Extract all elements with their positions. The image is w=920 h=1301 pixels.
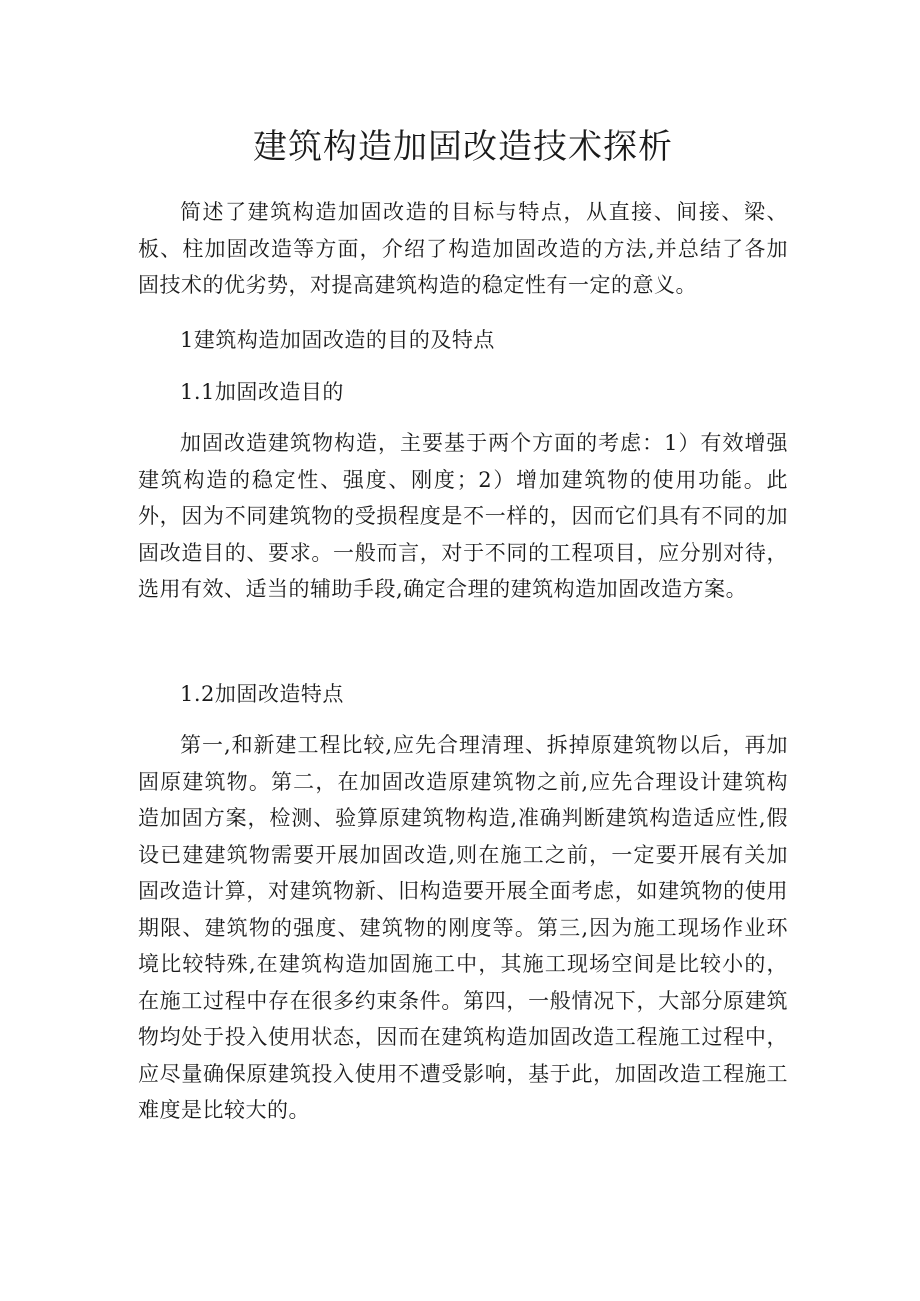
section-1-1-body: 加固改造建筑物构造，主要基于两个方面的考虑：1）有效增强建筑构造的稳定性、强度、刚度；2）增加建筑物的使用功能。此外，因为不同建筑物的受损程度是不一样的，因而它们具有不同的加固改造目的、要求。一般而言，对于不同的工程项目，应分别对待，选用有效、适当的辅助手段,确定合理的建筑构造加固改造方案。	[138, 431, 788, 601]
document-title: 建筑构造加固改造技术探析	[253, 127, 673, 167]
section-1-2-heading: 1.2加固改造特点	[180, 682, 344, 706]
section-1-2-body: 第一,和新建工程比较,应先合理清理、拆掉原建筑物以后，再加固原建筑物。第二，在加固改造原建筑物之前,应先合理设计建筑构造加固方案，检测、验算原建筑物构造,准确判断建筑构造适应性,假设已建建筑物需要开展加固改造,则在施工之前，一定要开展有关加固改造计算，对建筑物新、旧构造要开展全面考虑，如建筑物的使用期限、建筑物的强度、建筑物的刚度等。第三,因为施工现场作业环境比较特殊,在建筑构造加固施工中，其施工现场空间是比较小的，在施工过程中存在很多约束条件。第四，一般情况下，大部分原建筑物均处于投入使用状态，因而在建筑构造加固改造工程施工过程中，应尽量确保原建筑投入使用不遭受影响，基于此，加固改造工程施工难度是比较大的。	[138, 733, 788, 1122]
section-1-1-heading: 1.1加固改造目的	[180, 380, 344, 404]
section-1-heading: 1建筑构造加固改造的目的及特点	[180, 328, 495, 352]
abstract-paragraph: 简述了建筑构造加固改造的目标与特点，从直接、间接、梁、板、柱加固改造等方面，介绍了构造加固改造的方法,并总结了各加固技术的优劣势，对提高建筑构造的稳定性有一定的意义。	[138, 200, 788, 297]
